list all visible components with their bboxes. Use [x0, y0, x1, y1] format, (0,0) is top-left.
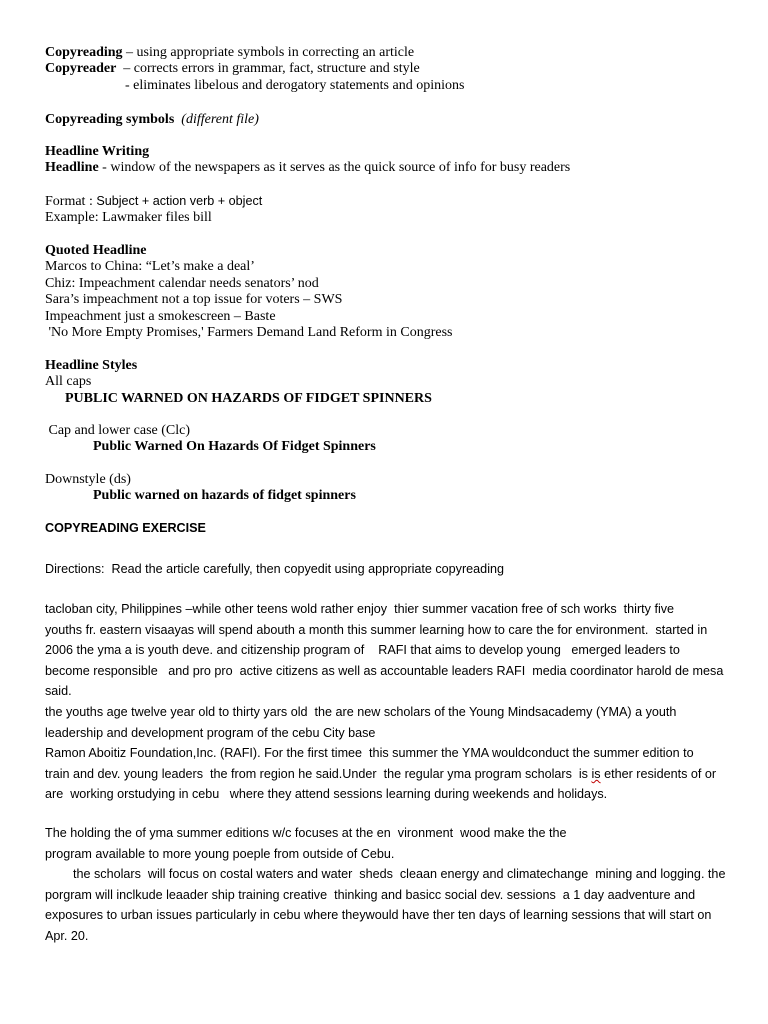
copyreader-definition: Copyreader – corrects errors in grammar, fact, structure and style	[45, 61, 420, 77]
copyreader-term: Copyreader	[45, 61, 117, 77]
article-line: said.	[45, 684, 72, 699]
headline-definition: Headline - window of the newspapers as it serves as the quick source of info for busy readers	[45, 160, 571, 176]
article-line: program available to more young poeple from outside of Cebu.	[45, 846, 395, 861]
symbols-note: (different file)	[181, 112, 259, 127]
article-line: leadership and development program of the cebu City base	[45, 725, 376, 740]
article-line: The holding the of yma summer editions w/c focuses at the en vironment wood make the the	[45, 826, 567, 840]
headline-styles-heading: Headline Styles	[45, 358, 138, 373]
exercise-paragraph-2	[45, 823, 735, 947]
headline-writing-heading: Headline Writing	[45, 144, 150, 159]
symbols-heading: Copyreading symbols	[45, 112, 175, 127]
clc-label: Cap and lower case (Clc)	[45, 423, 190, 438]
headline-writing-block	[45, 144, 745, 177]
format-block	[45, 193, 745, 227]
all-caps-label: All caps	[45, 374, 92, 390]
article-line: the scholars will focus on costal waters and water sheds cleaan energy and climatechange mining and logging. the	[45, 867, 726, 882]
quoted-item: Marcos to China: “Let’s make a deal’	[45, 259, 255, 275]
quoted-item: Chiz: Impeachment calendar needs senators’ nod	[45, 275, 319, 291]
clc-block	[45, 423, 745, 456]
spellcheck-flagged-word: is	[591, 766, 601, 781]
example-line: Example: Lawmaker files bill	[45, 210, 212, 226]
article-line: become responsible and pro pro active citizens as well as accountable leaders RAFI media coordinator harold de mesa	[45, 663, 724, 678]
exercise-directions: Directions: Read the article carefully, then copyedit using appropriate copyreading	[45, 562, 504, 576]
quoted-headline-block	[45, 243, 745, 341]
article-line: Ramon Aboitiz Foundation,Inc. (RAFI). For the first timee this summer the YMA wouldconduct the summer edition to	[45, 746, 694, 761]
definitions-block	[45, 45, 745, 94]
quoted-headline-heading: Quoted Headline	[45, 243, 147, 258]
headline-styles-block	[45, 358, 745, 407]
ds-example: Public warned on hazards of fidget spinners	[93, 488, 356, 504]
all-caps-example: PUBLIC WARNED ON HAZARDS OF FIDGET SPINNERS	[65, 390, 432, 406]
format-line: Format : Subject + action verb + object	[45, 194, 263, 209]
ds-block	[45, 472, 745, 505]
ds-label: Downstyle (ds)	[45, 472, 131, 487]
exercise-paragraph-1	[45, 599, 735, 805]
copyreading-definition: Copyreading – using appropriate symbols in correcting an article	[45, 45, 415, 60]
article-line: youths fr. eastern visaayas will spend abouth a month this summer learning how to care the for environment. started in	[45, 622, 708, 637]
copyreading-term: Copyreading	[45, 45, 123, 60]
exercise-heading: COPYREADING EXERCISE	[45, 521, 206, 535]
quoted-item: Sara’s impeachment not a top issue for voters – SWS	[45, 292, 343, 308]
article-line: are working orstudying in cebu where they attend sessions learning during weekends and holidays.	[45, 787, 608, 802]
quoted-item: 'No More Empty Promises,' Farmers Demand Land Reform in Congress	[45, 325, 453, 341]
article-line: porgram will inclkude leaader ship training creative thinking and basicc social dev. sessions a 1 day aadventure and	[45, 887, 696, 902]
symbols-line	[45, 112, 745, 128]
article-line: 2006 the yma a is youth deve. and citizenship program of RAFI that aims to develop young emerged leaders to	[45, 643, 680, 658]
quoted-item: Impeachment just a smokescreen – Baste	[45, 308, 276, 324]
article-line: tacloban city, Philippines –while other teens wold rather enjoy thier summer vacation free of sch works thirty five	[45, 602, 675, 616]
article-line: Apr. 20.	[45, 928, 89, 943]
clc-example: Public Warned On Hazards Of Fidget Spinners	[93, 439, 376, 455]
article-line: exposures to urban issues particularly in cebu where theywould have ther ten days of learning sessions that will start on	[45, 908, 712, 923]
article-line: train and dev. young leaders the from region he said.Under the regular yma program scholars is is ether residents of or	[45, 766, 717, 781]
headline-term: Headline	[45, 160, 99, 176]
article-line: the youths age twelve year old to thirty yars old the are new scholars of the Young Mindsacademy (YMA) a youth	[45, 704, 677, 719]
copyreader-definition-2: - eliminates libelous and derogatory statements and opinions	[125, 77, 465, 93]
format-value: Subject + action verb + object	[96, 194, 263, 208]
